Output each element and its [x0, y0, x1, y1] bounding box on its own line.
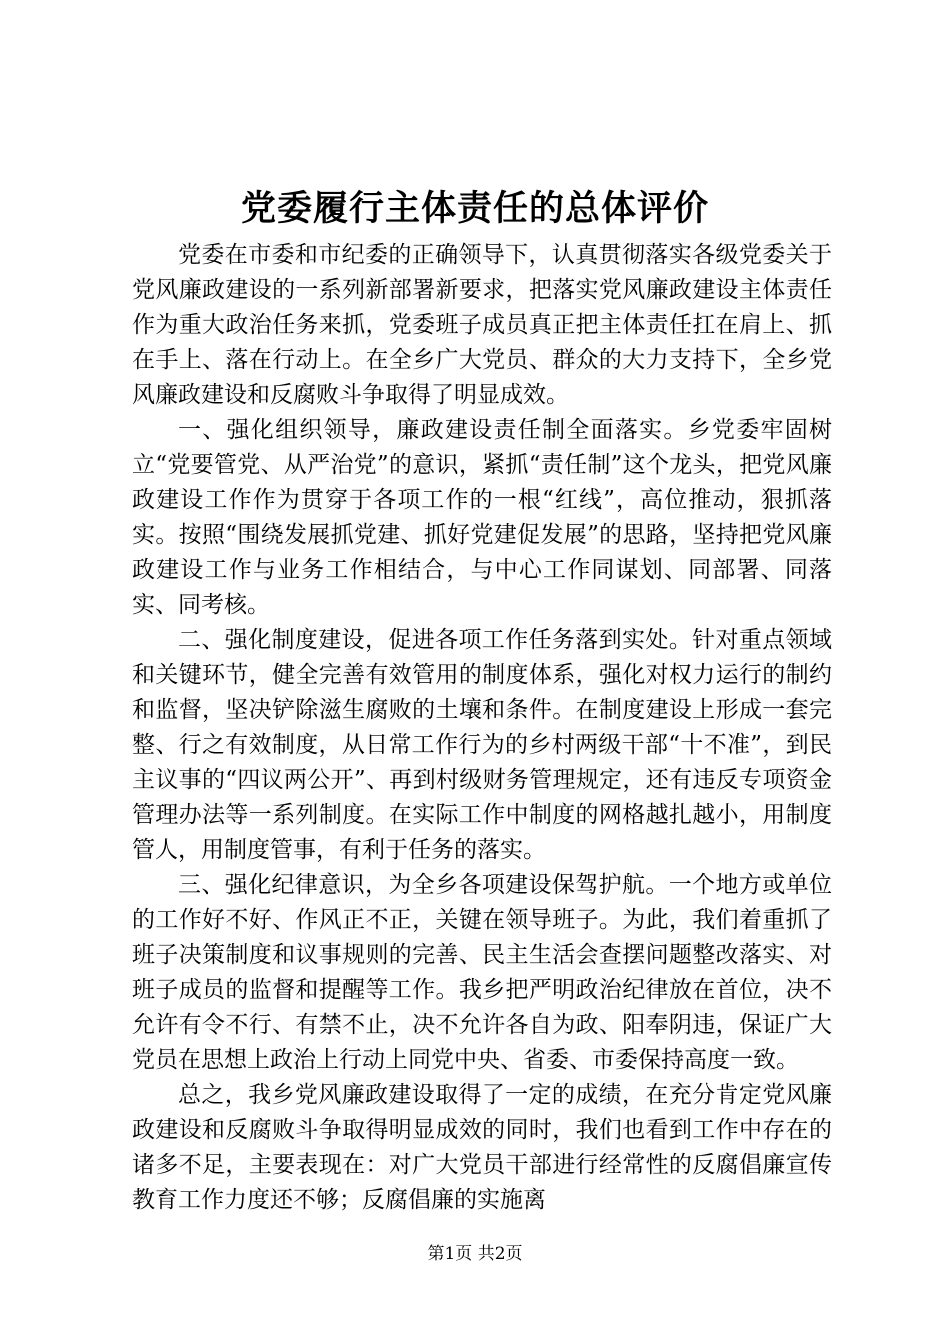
document-body — [132, 238, 832, 1218]
paragraph-section-2: 二、强化制度建设，促进各项工作任务落到实处。针对重点领域和关键环节，健全完善有效管用的制度体系，强化对权力运行的制约和监督，坚决铲除滋生腐败的土壤和条件。在制度建设上形成一套完整、行之有效制度，从日常工作行为的乡村两级干部“十不准”，到民主议事的“四议两公开”、再到村级财务管理规定，还有违反专项资金管理办法等一系列制度。在实际工作中制度的网格越扎越小，用制度管人，用制度管事，有利于任务的落实。 — [132, 627, 832, 863]
document-title: 党委履行主体责任的总体评价 — [240, 188, 709, 229]
paragraph-summary: 总之，我乡党风廉政建设取得了一定的成绩，在充分肯定党风廉政建设和反腐败斗争取得明显成效的同时，我们也看到工作中存在的诸多不足，主要表现在：对广大党员干部进行经常性的反腐倡廉宣传教育工作力度还不够；反腐倡廉的实施离 — [132, 1082, 832, 1213]
page-number-footer: 第1页 共2页 — [427, 1244, 523, 1264]
paragraph-section-3: 三、强化纪律意识，为全乡各项建设保驾护航。一个地方或单位的工作好不好、作风正不正，关键在领导班子。为此，我们着重抓了班子决策制度和议事规则的完善、民主生活会查摆问题整改落实、对班子成员的监督和提醒等工作。我乡把严明政治纪律放在首位，决不允许有令不行、有禁不止，决不允许各自为政、阳奉阴违，保证广大党员在思想上政治上行动上同党中央、省委、市委保持高度一致。 — [132, 872, 832, 1073]
paragraph-intro: 党委在市委和市纪委的正确领导下，认真贯彻落实各级党委关于党风廉政建设的一系列新部署新要求，把落实党风廉政建设主体责任作为重大政治任务来抓，党委班子成员真正把主体责任扛在肩上、抓在手上、落在行动上。在全乡广大党员、群众的大力支持下，全乡党风廉政建设和反腐败斗争取得了明显成效。 — [132, 242, 832, 408]
paragraph-section-1: 一、强化组织领导，廉政建设责任制全面落实。乡党委牢固树立“党要管党、从严治党”的意识，紧抓“责任制”这个龙头，把党风廉政建设工作作为贯穿于各项工作的一根“红线”，高位推动，狠抓落实。按照“围绕发展抓党建、抓好党建促发展”的思路，坚持把党风廉政建设工作与业务工作相结合，与中心工作同谋划、同部署、同落实、同考核。 — [132, 417, 832, 618]
